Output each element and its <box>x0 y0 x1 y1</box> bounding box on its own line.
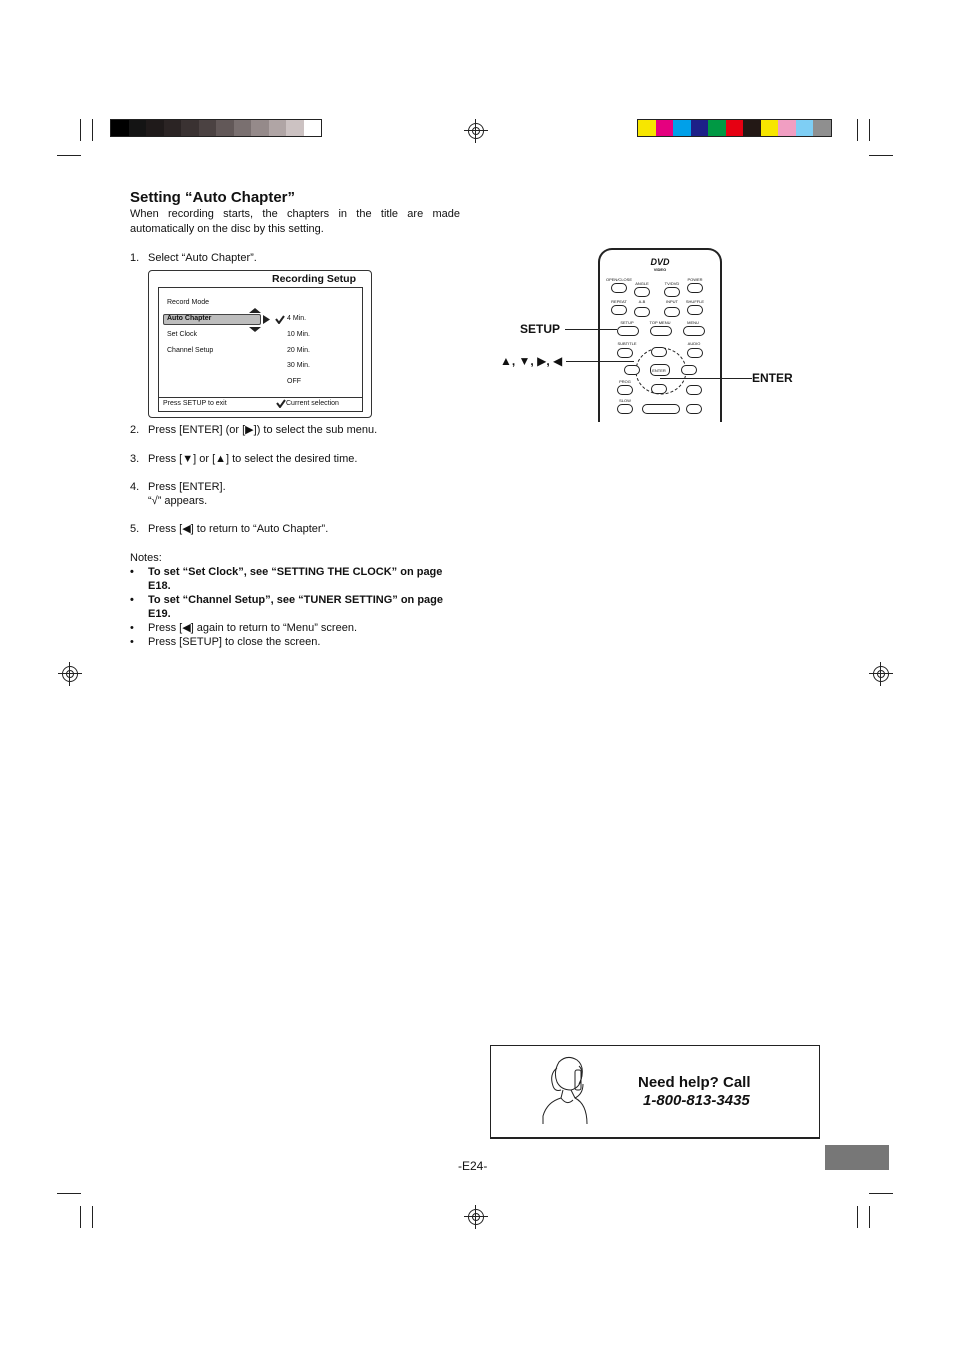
setup-button[interactable] <box>617 326 639 336</box>
crop-mark <box>92 119 93 141</box>
color-swatch <box>726 120 744 136</box>
color-swatch <box>234 120 252 136</box>
color-calibration-strip <box>637 119 832 137</box>
menu-item-channel-setup: Channel Setup <box>167 347 214 354</box>
enter-callout-label: ENTER <box>752 371 793 385</box>
button-label: TOP MENU <box>649 320 671 325</box>
color-swatch <box>164 120 182 136</box>
color-swatch <box>656 120 674 136</box>
gray-calibration-strip <box>110 119 322 137</box>
crop-mark <box>869 1193 893 1194</box>
color-swatch <box>304 120 322 136</box>
arrows-callout-label: ▲, ▼, ▶, ◀ <box>500 354 563 368</box>
step-number: 4. <box>130 481 140 493</box>
notes-section <box>130 551 462 649</box>
step-text: Press [ENTER]. <box>148 481 226 493</box>
option-off: OFF <box>287 378 301 385</box>
button-label: AUDIO <box>687 341 701 346</box>
menu-item-set-clock: Set Clock <box>167 331 197 338</box>
intro-paragraph: When recording starts, the chapters in the title are made automatically on the disc by this setting. <box>130 208 460 235</box>
down-arrow-button[interactable] <box>651 384 667 394</box>
step-number: 5. <box>130 523 140 535</box>
step-text: Select “Auto Chapter”. <box>148 252 257 264</box>
color-swatch <box>251 120 269 136</box>
color-swatch <box>111 120 129 136</box>
audio-button[interactable] <box>687 348 703 358</box>
input-button[interactable] <box>664 307 680 317</box>
color-swatch <box>708 120 726 136</box>
button-label: ANGLE <box>635 281 649 286</box>
stop-button[interactable] <box>686 404 702 414</box>
button-label: REPEAT <box>611 299 627 304</box>
help-box <box>490 1045 820 1139</box>
step-5 <box>130 522 460 536</box>
step-text-secondary: “√” appears. <box>148 495 208 507</box>
option-10-min: 10 Min. <box>287 331 310 338</box>
section-title: Setting “Auto Chapter” <box>130 189 295 206</box>
crop-mark <box>80 1206 81 1228</box>
crop-mark <box>857 1206 858 1228</box>
menu-item-record-mode: Record Mode <box>167 299 210 306</box>
step-number: 3. <box>130 453 140 465</box>
menu-panel <box>158 287 363 412</box>
left-arrow-button[interactable] <box>624 365 640 375</box>
button-label: MENU <box>687 320 699 325</box>
page-number: -E24- <box>458 1159 488 1173</box>
button-label: SUBTITLE <box>617 341 637 346</box>
menu-item-auto-chapter: Auto Chapter <box>167 315 212 322</box>
step-4 <box>130 480 460 508</box>
crop-mark <box>80 119 81 141</box>
step-text: Press [◀] to return to “Auto Chapter”. <box>148 523 329 535</box>
enter-callout-line <box>660 378 752 379</box>
color-swatch <box>181 120 199 136</box>
note-item: • To set “Channel Setup”, see “TUNER SETTING” on page E19. <box>130 594 443 620</box>
step-3 <box>130 452 460 466</box>
pause-button[interactable] <box>686 385 702 395</box>
play-button[interactable] <box>642 404 680 414</box>
checkmark-icon <box>276 399 286 408</box>
note-item: • To set “Set Clock”, see “SETTING THE CLOCK” on page E18. <box>130 566 443 592</box>
step-text: Press [▼] or [▲] to select the desired time. <box>148 453 358 465</box>
registration-mark-icon <box>468 1209 484 1225</box>
button-label: INPUT <box>666 299 678 304</box>
step-text: Press [ENTER] (or [▶]) to select the sub menu. <box>148 424 378 436</box>
option-30-min: 30 Min. <box>287 362 310 369</box>
repeat-button[interactable] <box>611 305 627 315</box>
recording-setup-screen <box>148 270 372 418</box>
section-tab <box>825 1145 889 1170</box>
right-arrow-icon <box>263 315 270 324</box>
color-swatch <box>199 120 217 136</box>
color-swatch <box>129 120 147 136</box>
subtitle-button[interactable] <box>617 348 633 358</box>
color-swatch <box>673 120 691 136</box>
shuffle-button[interactable] <box>687 305 703 315</box>
color-swatch <box>269 120 287 136</box>
button-label: SHUFFLE <box>685 299 705 304</box>
phone-person-icon <box>539 1054 595 1124</box>
color-swatch <box>286 120 304 136</box>
registration-mark-icon <box>62 666 78 682</box>
crop-mark <box>869 1206 870 1228</box>
crop-mark <box>57 1193 81 1194</box>
setup-callout-label: SETUP <box>520 322 561 336</box>
dvd-logo: DVD VIDEO <box>650 257 670 272</box>
step-2 <box>130 423 460 437</box>
note-item: • Press [SETUP] to close the screen. <box>130 636 321 648</box>
remote-control-illustration <box>598 248 722 422</box>
color-swatch <box>796 120 814 136</box>
color-swatch <box>778 120 796 136</box>
menu-footer <box>159 397 362 411</box>
option-20-min: 20 Min. <box>287 347 310 354</box>
color-swatch <box>216 120 234 136</box>
button-label: OPEN/CLOSE <box>605 277 632 282</box>
top-menu-button[interactable] <box>650 326 672 336</box>
step-number: 1. <box>130 252 140 264</box>
registration-mark-icon <box>468 123 484 139</box>
button-label: PROG <box>619 379 631 384</box>
crop-mark <box>869 119 870 141</box>
color-swatch <box>761 120 779 136</box>
button-label: ENTER <box>652 368 666 373</box>
color-swatch <box>813 120 831 136</box>
help-phone-number[interactable]: 1-800-813-3435 <box>643 1092 750 1109</box>
crop-mark <box>869 155 893 156</box>
slow-button[interactable] <box>617 404 633 414</box>
checkmark-icon <box>275 315 285 324</box>
up-down-arrows-icon <box>249 308 261 332</box>
color-swatch <box>743 120 761 136</box>
crop-mark <box>857 119 858 141</box>
setup-callout-line <box>565 329 617 330</box>
step-number: 2. <box>130 424 140 436</box>
color-swatch <box>691 120 709 136</box>
right-arrow-button[interactable] <box>681 365 697 375</box>
footer-current-selection: Current selection <box>286 400 339 407</box>
help-heading: Need help? Call <box>638 1074 751 1091</box>
tv-dvd-button[interactable] <box>664 287 680 297</box>
footer-exit-hint: Press SETUP to exit <box>163 400 227 407</box>
crop-mark <box>57 155 81 156</box>
a-b-button[interactable] <box>634 307 650 317</box>
button-label: TV/DVD <box>664 281 680 286</box>
notes-heading: Notes: <box>130 552 162 564</box>
color-swatch <box>638 120 656 136</box>
power-button[interactable] <box>687 283 703 293</box>
button-label: SLOW <box>619 398 631 403</box>
angle-button[interactable] <box>634 287 650 297</box>
registration-mark-icon <box>873 666 889 682</box>
menu-button[interactable] <box>683 326 705 336</box>
option-4-min: 4 Min. <box>287 315 307 322</box>
open-close-button[interactable] <box>611 283 627 293</box>
arrows-callout-line <box>566 361 634 362</box>
note-item: • Press [◀] again to return to “Menu” screen. <box>130 622 357 634</box>
crop-mark <box>92 1206 93 1228</box>
button-label: SETUP <box>620 320 634 325</box>
prog-button[interactable] <box>617 385 633 395</box>
menu-header: Recording Setup <box>271 273 356 285</box>
step-1 <box>130 251 460 265</box>
up-arrow-button[interactable] <box>651 347 667 357</box>
color-swatch <box>146 120 164 136</box>
button-label: POWER <box>687 277 703 282</box>
button-label: A-B <box>638 299 646 304</box>
